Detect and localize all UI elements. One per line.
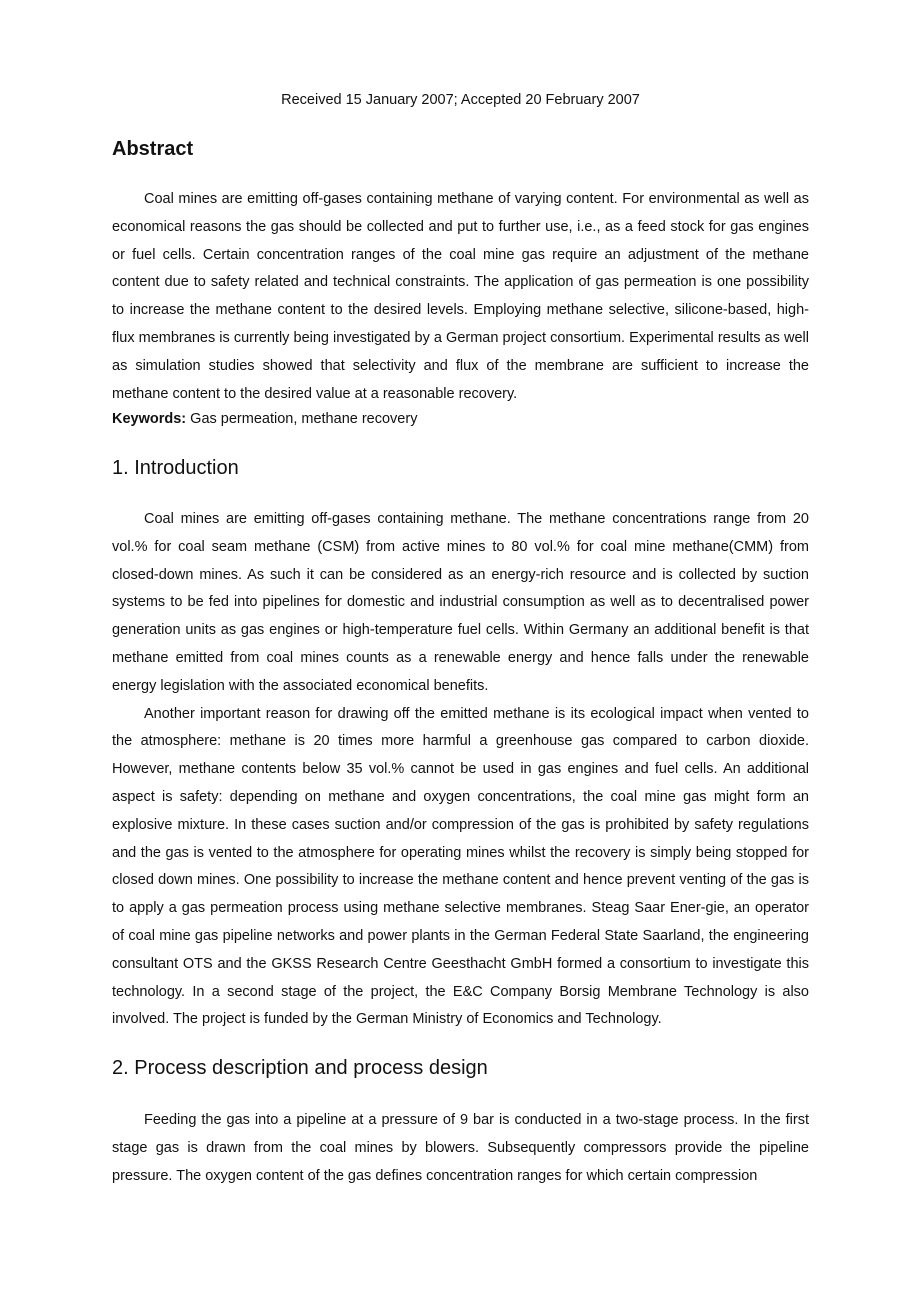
abstract-body: [112, 186, 809, 408]
keywords-line: [112, 409, 417, 429]
introduction-paragraph-1: Coal mines are emitting off-gases containing methane. The methane concentrations range from 20 vol.% for coal seam methane (CSM) from active mines to 80 vol.% for coal mine methane(CMM) from closed-down mines. As such it can be considered as an energy-rich resource and is collected by suction systems to be fed into pipelines for domestic and industrial consumption as well as to decentralised power generation units as gas engines or high-temperature fuel cells. Within Germany an additional benefit is that methane emitted from coal mines counts as a renewable energy and hence falls under the renewable energy legislation with the associated economical benefits.: [112, 511, 809, 694]
received-accepted-dates: Received 15 January 2007; Accepted 20 February 2007: [281, 92, 640, 108]
section-heading-process-description: 2. Process description and process design: [112, 1057, 488, 1079]
keywords-text: Gas permeation, methane recovery: [186, 411, 418, 427]
process-description-body: [112, 1107, 809, 1190]
process-paragraph-1: Feeding the gas into a pipeline at a pressure of 9 bar is conducted in a two-stage process. In the first stage gas is drawn from the coal mines by blowers. Subsequently compressors provide the pipeline pressure. The oxygen content of the gas defines concentration ranges for which certain compression: [112, 1112, 809, 1184]
section-heading-introduction: 1. Introduction: [112, 457, 239, 479]
abstract-paragraph: Coal mines are emitting off-gases containing methane of varying content. For environmental as well as economical reasons the gas should be collected and put to further use, i.e., as a feed stock for gas engines or fuel cells. Certain concentration ranges of the coal mine gas require an adjustment of the methane content due to safety related and technical constraints. The application of gas permeation is one possibility to increase the methane content to the desired levels. Employing methane selective, silicone-based, high-flux membranes is currently being investigated by a German project consortium. Experimental results as well as simulation studies showed that selectivity and flux of the membrane are sufficient to increase the methane content to the desired value at a reasonable recovery.: [112, 191, 809, 402]
keywords-label: Keywords:: [112, 411, 187, 427]
introduction-paragraph-2: Another important reason for drawing off the emitted methane is its ecological impact when vented to the atmosphere: methane is 20 times more harmful a greenhouse gas compared to carbon dioxide. However, methane contents below 35 vol.% cannot be used in gas engines and fuel cells. An additional aspect is safety: depending on methane and oxygen concentrations, the coal mine gas might form an explosive mixture. In these cases suction and/or compression of the gas is prohibited by safety regulations and the gas is vented to the atmosphere for operating mines whilst the recovery is simply being stopped for closed down mines. One possibility to increase the methane content and hence prevent venting of the gas is to apply a gas permeation process using methane selective membranes. Steag Saar Ener-gie, an operator of coal mine gas pipeline networks and power plants in the German Federal State Saarland, the engineering consultant OTS and the GKSS Research Centre Geesthacht GmbH formed a consortium to investigate this technology. In a second stage of the project, the E&C Company Borsig Membrane Technology is also involved. The project is funded by the German Ministry of Economics and Technology.: [112, 705, 809, 1028]
abstract-heading: Abstract: [112, 138, 194, 160]
introduction-body: [112, 506, 809, 1034]
